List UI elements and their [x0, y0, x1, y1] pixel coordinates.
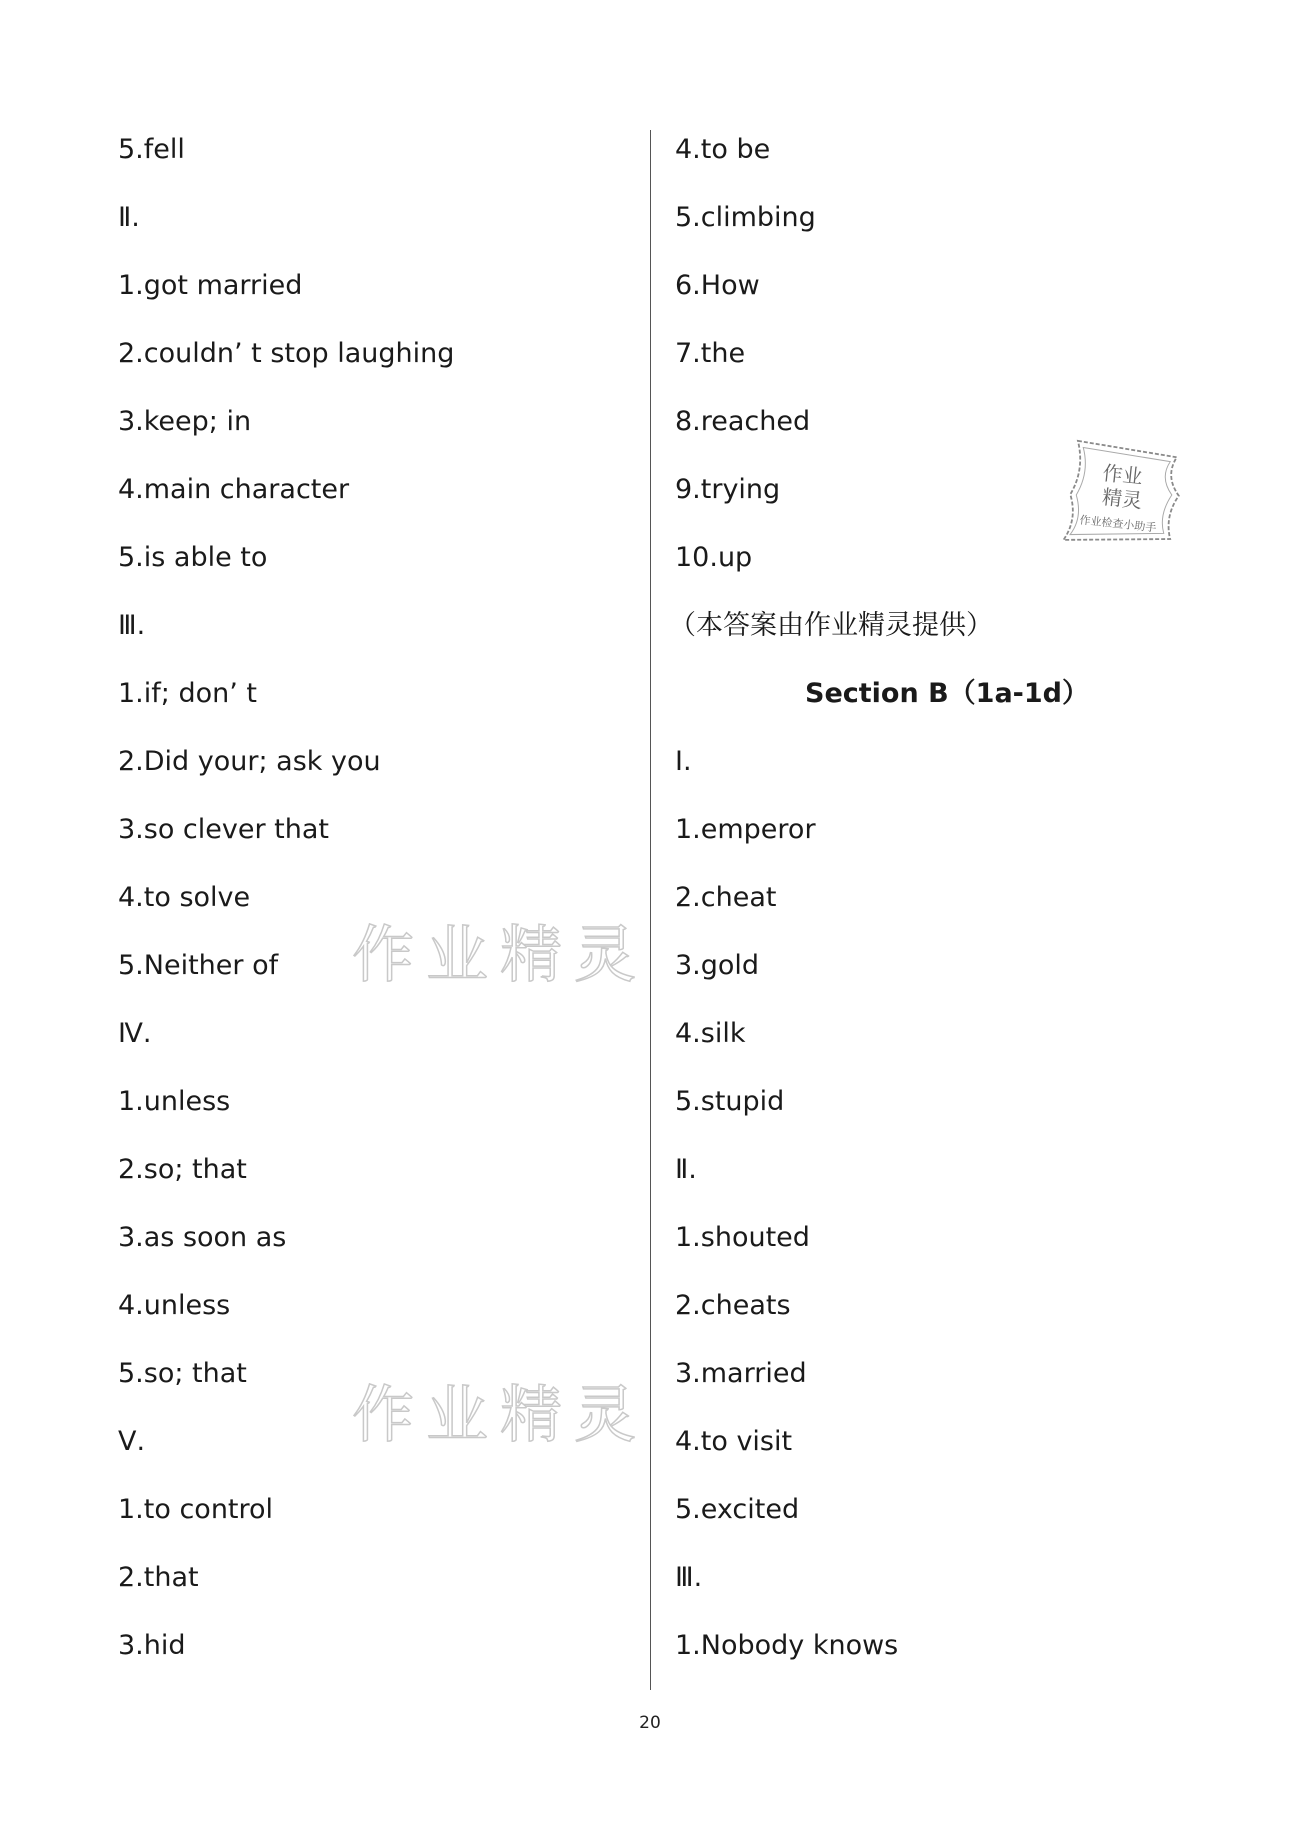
answer-line-left: 3.hid	[118, 1630, 186, 1661]
answer-line-left: 1.if; don’ t	[118, 678, 257, 709]
answer-line-left: Ⅲ.	[118, 610, 146, 641]
answer-line-right: 4.to be	[675, 134, 771, 165]
answer-line-left: 1.to control	[118, 1494, 274, 1525]
answer-line-left: 2.couldn’ t stop laughing	[118, 338, 455, 369]
answer-line-left: 3.keep; in	[118, 406, 252, 437]
answer-line-right: 2.cheat	[675, 882, 777, 913]
answer-line-left: Ⅳ.	[118, 1018, 152, 1049]
answer-line-right: 1.emperor	[675, 814, 816, 845]
answer-line-left: 3.so clever that	[118, 814, 329, 845]
answer-line-right: 4.silk	[675, 1018, 746, 1049]
answer-line-left: 5.fell	[118, 134, 185, 165]
watermark-2: 作业精灵	[352, 1378, 649, 1451]
page-number: 20	[639, 1713, 661, 1733]
answer-line-right: 5.climbing	[675, 202, 816, 233]
answer-line-left: 2.that	[118, 1562, 199, 1593]
answer-line-right: Section B（1a-1d）	[805, 678, 1090, 709]
answer-line-right: Ⅱ.	[675, 1154, 697, 1185]
answer-line-left: 1.got married	[118, 270, 303, 301]
stamp-line2: 精灵	[1100, 484, 1144, 513]
answer-line-right: 5.excited	[675, 1494, 800, 1525]
answer-line-right: 3.married	[675, 1358, 807, 1389]
answer-line-left: 3.as soon as	[118, 1222, 287, 1253]
answer-line-left: 4.main character	[118, 474, 350, 505]
answer-line-left: Ⅴ.	[118, 1426, 146, 1457]
answer-line-right: 6.How	[675, 270, 760, 301]
answer-line-right: 1.Nobody knows	[675, 1630, 899, 1661]
answer-line-left: 5.Neither of	[118, 950, 279, 981]
answer-line-right: 10.up	[675, 542, 753, 573]
answer-line-left: 4.to solve	[118, 882, 251, 913]
answer-line-left: 2.Did your; ask you	[118, 746, 381, 777]
answer-line-left: 1.unless	[118, 1086, 231, 1117]
answer-line-right: 1.shouted	[675, 1222, 810, 1253]
answer-line-right: Ⅰ.	[675, 746, 692, 777]
stamp-line3: 作业检查小助手	[1078, 513, 1157, 535]
stamp-logo	[1056, 432, 1192, 568]
answer-line-right: 8.reached	[675, 406, 811, 437]
answer-line-left: Ⅱ.	[118, 202, 140, 233]
answer-line-right: 4.to visit	[675, 1426, 793, 1457]
answer-line-right: 9.trying	[675, 474, 781, 505]
watermark-1: 作业精灵	[352, 918, 649, 991]
answer-line-right: 7.the	[675, 338, 746, 369]
answer-line-left: 5.so; that	[118, 1358, 247, 1389]
answer-line-right: 3.gold	[675, 950, 760, 981]
answer-line-right: Ⅲ.	[675, 1562, 703, 1593]
answer-line-right: 2.cheats	[675, 1290, 791, 1321]
answer-line-right: 5.stupid	[675, 1086, 785, 1117]
answer-line-right: （本答案由作业精灵提供）	[669, 610, 993, 641]
answer-line-left: 5.is able to	[118, 542, 268, 573]
answer-line-left: 2.so; that	[118, 1154, 247, 1185]
column-divider	[650, 130, 651, 1690]
stamp-line1: 作业	[1101, 460, 1144, 489]
stamp-icon	[1056, 432, 1192, 568]
answer-line-left: 4.unless	[118, 1290, 231, 1321]
